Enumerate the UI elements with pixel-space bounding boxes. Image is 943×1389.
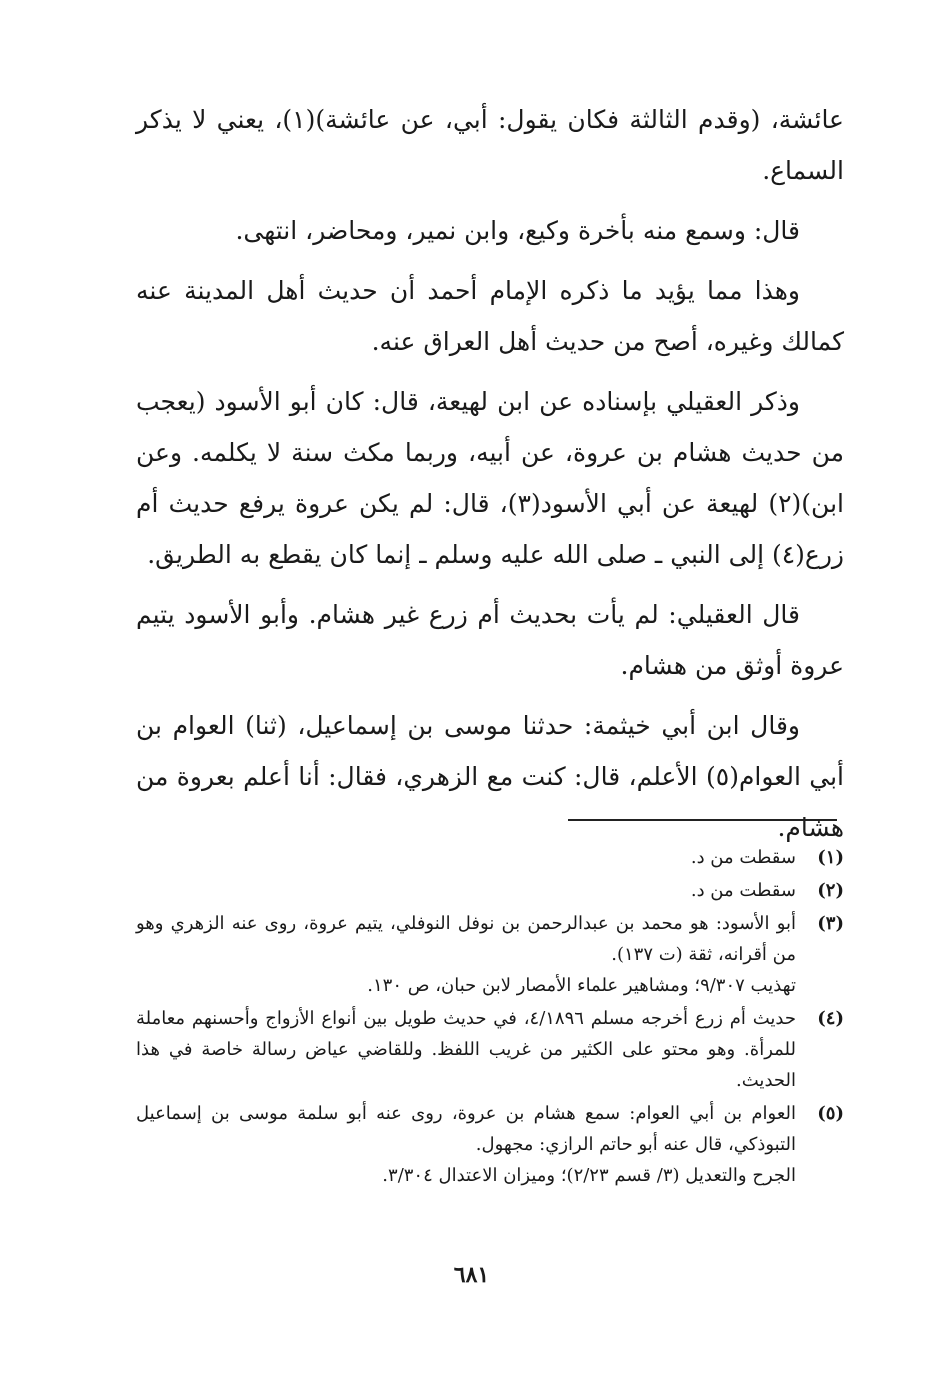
footnote-number: (٢) [817, 880, 844, 901]
paragraph: وقال ابن أبي خيثمة: حدثنا موسى بن إسماعيل، (ثنا) العوام بن أبي العوام(٥) الأعلم، قال: كنت مع الزهري، فقال: أنا أعلم بعروة من هشام. [136, 711, 845, 842]
footnotes [136, 842, 844, 1193]
page-number: ٦٨١ [453, 1262, 490, 1288]
footnote-body [136, 875, 796, 906]
footnote-number: (١) [817, 847, 844, 868]
footnote-line: الجرح والتعديل (٣/ قسم ٢/٢٣)؛ وميزان الاعتدال ٣/٣٠٤. [382, 1165, 796, 1186]
paragraph: عائشة، (وقدم الثالثة فكان يقول: أبي، عن عائشة)(١)، يعني لا يذكر السماع. [136, 105, 844, 185]
paragraph: قال: وسمع منه بأخرة وكيع، وابن نمير، ومحاضر، انتهى. [235, 216, 800, 245]
footnote-body [136, 1003, 796, 1096]
main-text [136, 94, 844, 862]
footnote-line: سقطت من د. [690, 847, 796, 868]
footnote-body [136, 1098, 796, 1191]
footnote-number: (٤) [817, 1008, 844, 1029]
footnote [136, 908, 844, 1001]
footnote-line: حديث أم زرع أخرجه مسلم ٤/١٨٩٦، في حديث طويل بين أنواع الأزواج وأحسنهم معاملة للمرأة. وهو محتو على الكثير من غريب اللفظ. وللقاضي عياض رسالة خاصة في هذا الحديث. [136, 1008, 796, 1091]
footnote [136, 1003, 844, 1096]
footnote-line: تهذيب ٩/٣٠٧؛ ومشاهير علماء الأمصار لابن حبان، ص ١٣٠. [367, 975, 796, 996]
footnote-body [136, 908, 796, 1001]
footnote-number: (٣) [817, 913, 844, 934]
footnote [136, 875, 844, 906]
footnote-body [136, 842, 796, 873]
footnote-separator [568, 819, 837, 821]
paragraph: قال العقيلي: لم يأت بحديث أم زرع غير هشام. وأبو الأسود يتيم عروة أوثق من هشام. [136, 600, 844, 680]
footnote-number: (٥) [817, 1103, 844, 1124]
footnote-line: سقطت من د. [690, 880, 796, 901]
paragraph: وهذا مما يؤيد ما ذكره الإمام أحمد أن حديث أهل المدينة عنه كمالك وغيره، أصح من حديث أهل العراق عنه. [136, 276, 844, 356]
paragraph: وذكر العقيلي بإسناده عن ابن لهيعة، قال: كان أبو الأسود (يعجب من حديث هشام بن عروة، عن أبيه، وربما مكث سنة لا يكلمه. وعن ابن)(٢) لهيعة عن أبي الأسود(٣)، قال: لم يكن عروة يرفع حديث أم زرع(٤) إلى النبي ـ صلى الله عليه وسلم ـ إنما كان يقطع به الطريق. [136, 387, 844, 569]
footnote-line: أبو الأسود: هو محمد بن عبدالرحمن بن نوفل النوفلي، يتيم عروة، روى عنه الزهري وهو من أقرانه، ثقة (ت ١٣٧). [136, 913, 796, 965]
footnote [136, 842, 844, 873]
footnote [136, 1098, 844, 1191]
footnote-line: العوام بن أبي العوام: سمع هشام بن عروة، روى عنه أبو سلمة موسى بن إسماعيل التبوذكي، قال عنه أبو حاتم الرازي: مجهول. [136, 1103, 796, 1155]
